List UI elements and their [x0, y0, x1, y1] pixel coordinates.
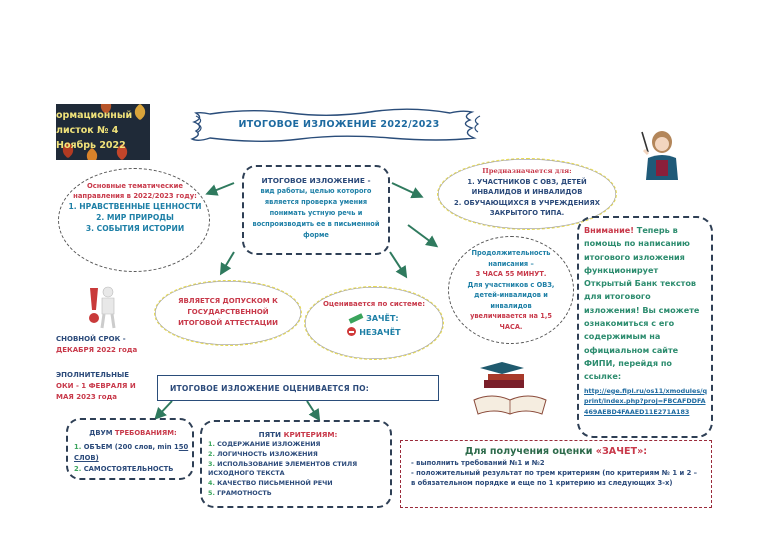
- info-line-3: Ноябрь 2022: [56, 140, 126, 151]
- criterion-item: [208, 479, 388, 489]
- criterion-num: 2.: [208, 449, 215, 458]
- grading-fail: НЕЗАЧЁТ: [359, 328, 401, 337]
- criterion-text: ГРАМОТНОСТЬ: [217, 488, 272, 497]
- duration-line-1: Продолжительность написания –: [471, 249, 551, 268]
- evaluated-by-box: [157, 375, 439, 401]
- books-graduation-illustration: [470, 360, 550, 420]
- pass-heading-accent: «ЗАЧЕТ»:: [595, 446, 648, 457]
- stop-icon: [347, 327, 356, 336]
- criterion-text: ИСПОЛЬЗОВАНИЕ ЭЛЕМЕНТОВ СТИЛЯ ИСХОДНОГО ТЕКСТА: [208, 459, 358, 478]
- fipi-link[interactable]: http://ege.fipi.ru/os11/xmodules/qprint/index.php?proj=FBCAFDDFA469AEBD4FAAED11E271A183: [584, 386, 708, 416]
- extra-dates-line-2: ОКИ - 1 ФЕВРАЛЯ И: [56, 382, 136, 390]
- pass-body: [401, 458, 711, 488]
- notice-attention: Внимание!: [584, 225, 634, 235]
- intended-content: [447, 166, 607, 219]
- criteria-heading-b: КРИТЕРИЯМ:: [283, 430, 338, 439]
- criterion-num: 5.: [208, 488, 215, 497]
- definition-heading: ИТОГОВОЕ ИЗЛОЖЕНИЕ -: [261, 176, 371, 185]
- notice-body: Теперь в помощь по написанию итогового изложения функционирует Открытый Банк текстов для итогового изложения! Вы сможете ознакомиться с его содержимым на официальном сайте ФИПИ, перейдя по ссылке:: [584, 225, 700, 382]
- requirement-2-text: САМОСТОЯТЕЛЬНОСТЬ: [83, 465, 174, 473]
- intended-heading: Предназначается для:: [482, 167, 572, 175]
- requirement-1-num: 1.: [74, 443, 82, 451]
- definition-body: вид работы, целью которого является проверка умения понимать устную речь и воспроизводить ее в письменной форме: [252, 187, 380, 239]
- arrow-to-themes: [209, 183, 234, 193]
- arrow-to-criteria: [307, 401, 318, 418]
- main-date: ДЕКАБРЯ 2022 года: [56, 346, 138, 354]
- duration-content: [458, 248, 564, 332]
- criterion-num: 3.: [208, 459, 215, 468]
- evaluated-by-text: ИТОГОВОЕ ИЗЛОЖЕНИЕ ОЦЕНИВАЕТСЯ ПО:: [170, 384, 370, 393]
- arrow-to-requirements: [157, 401, 172, 417]
- criteria-heading-a: ПЯТИ: [258, 430, 282, 439]
- main-date-label: СНОВНОЙ СРОК -: [56, 335, 126, 343]
- page-title: ИТОГОВОЕ ИЗЛОЖЕНИЕ 2022/2023: [238, 119, 440, 130]
- requirements-heading-b: ТРЕБОВАНИЯМ:: [114, 429, 177, 437]
- extra-dates-line-3: МАЯ 2023 года: [56, 393, 117, 401]
- criteria-content: [208, 430, 388, 499]
- arrow-to-admission: [222, 252, 234, 272]
- definition-content: [252, 175, 380, 241]
- grading-pass: ЗАЧЁТ:: [366, 314, 399, 323]
- themes-heading: Основные тематические направления в 2022/2023 году:: [73, 182, 197, 200]
- requirements-heading-a: ДВУМ: [89, 429, 113, 437]
- duration-time: 3 ЧАСА 55 МИНУТ.: [475, 270, 547, 278]
- theme-item-3: 3. СОБЫТИЯ ИСТОРИИ: [85, 224, 185, 233]
- criterion-text: КАЧЕСТВО ПИСЬМЕННОЙ РЕЧИ: [217, 479, 333, 488]
- criterion-item: [208, 460, 388, 480]
- requirement-1-underlined: 50 СЛОВ): [74, 443, 189, 462]
- theme-item-2: 2. МИР ПРИРОДЫ: [96, 213, 174, 222]
- criterion-item: [208, 450, 388, 460]
- grading-content: [310, 298, 438, 340]
- arrow-to-intended: [392, 183, 420, 196]
- intended-item-2: 2. ОБУЧАЮЩИХСЯ В УЧРЕЖДЕНИЯХ ЗАКРЫТОГО ТИПА.: [454, 198, 600, 217]
- theme-item-1: 1. НРАВСТВЕННЫЕ ЦЕННОСТИ: [68, 202, 202, 211]
- pass-line-2: - положительный результат по трем критериям (по критериям № 1 и 2 – в обязательном порядке и еще по 1 критерию из следующих 3-х): [411, 469, 698, 487]
- arrow-to-grading: [390, 252, 405, 275]
- criterion-item: [208, 489, 388, 499]
- dates-block: [56, 334, 137, 403]
- check-icon: [349, 313, 364, 323]
- criterion-text: СОДЕРЖАНИЕ ИЗЛОЖЕНИЯ: [217, 440, 321, 448]
- requirement-1-text: ОБЪЕМ (200 слов, min 1: [83, 443, 179, 451]
- info-line-1: ормационный: [56, 110, 133, 121]
- extra-dates-label: ЭПОЛНИТЕЛЬНЫЕ: [56, 371, 130, 379]
- criterion-item: [208, 440, 388, 450]
- requirements-content: [74, 428, 192, 475]
- admission-text: ЯВЛЯЕТСЯ ДОПУСКОМ К ГОСУДАРСТВЕННОЙ ИТОГОВОЙ АТТЕСТАЦИИ: [178, 297, 278, 327]
- pass-line-1: - выполнить требований №1 и №2: [411, 459, 545, 467]
- pass-heading: Для получения оценки: [464, 446, 593, 457]
- criterion-num: 1.: [208, 440, 215, 448]
- requirement-2-num: 2.: [74, 465, 82, 473]
- criterion-text: ЛОГИЧНОСТЬ ИЗЛОЖЕНИЯ: [217, 449, 318, 458]
- arrow-to-duration: [408, 225, 435, 245]
- duration-line-3: увеличивается на 1,5 ЧАСА.: [470, 312, 552, 331]
- duration-line-2: Для участников с ОВЗ, детей-инвалидов и инвалидов: [467, 280, 555, 310]
- themes-content: [68, 182, 202, 234]
- grading-heading: Оценивается по системе:: [322, 300, 426, 308]
- intended-item-1: 1. УЧАСТНИКОВ С ОВЗ, ДЕТЕЙ ИНВАЛИДОВ И ИНВАЛИДОВ: [467, 177, 587, 196]
- criterion-num: 4.: [208, 479, 215, 488]
- info-line-2: листок № 4: [56, 125, 119, 136]
- notice-content: [584, 224, 708, 417]
- pass-criteria-box: [400, 440, 712, 508]
- exclamation-figure-illustration: [84, 284, 118, 330]
